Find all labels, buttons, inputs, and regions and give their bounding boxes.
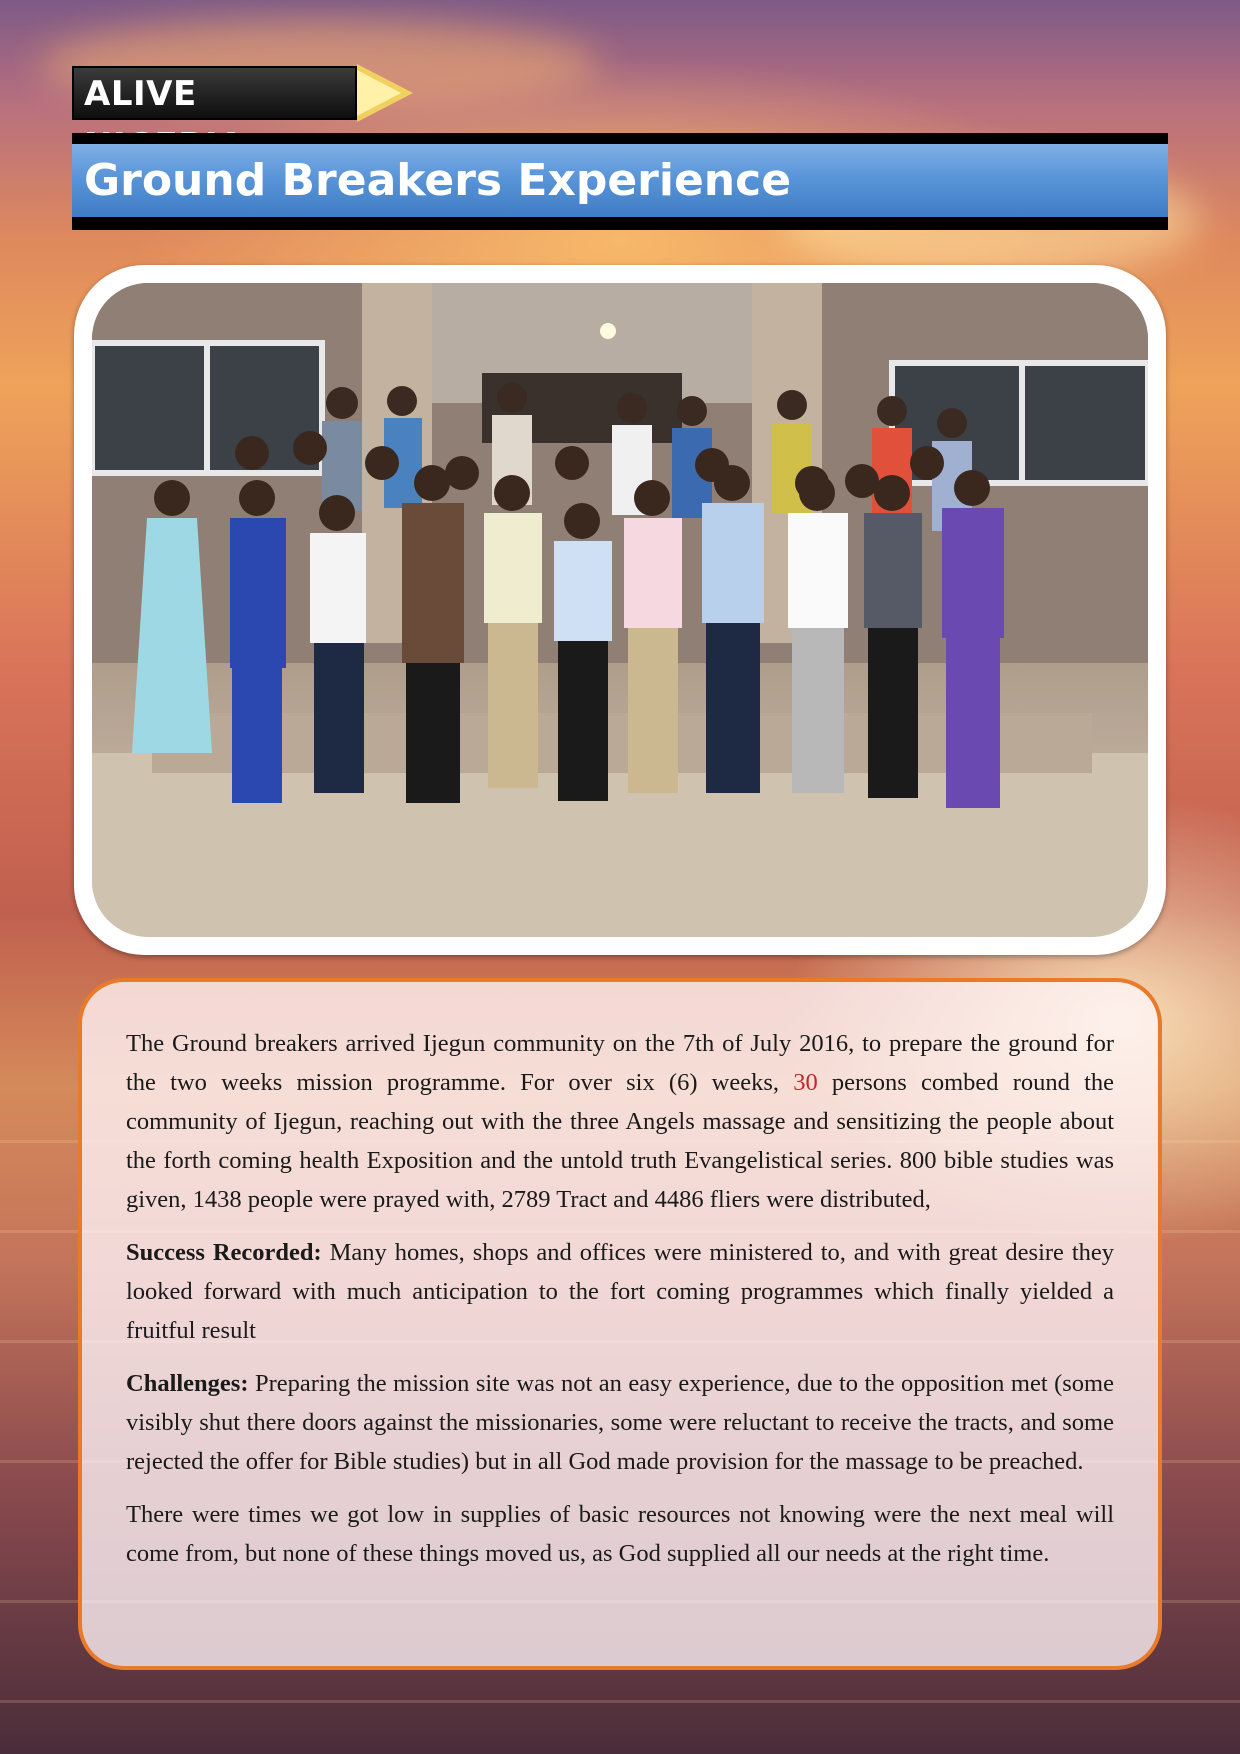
success-label: Success Recorded:: [126, 1239, 322, 1266]
challenges-label: Challenges:: [126, 1370, 249, 1397]
article-paragraph-intro: The Ground breakers arrived Ijegun community on the 7th of July 2016, to prepare the ground for the two weeks mission programme. For over six (6) weeks, 30 persons combed round the community of Ijegun, reaching out with the three Angels massage and sensitizing the people about the forth coming health Exposition and the untold truth Evangelistical series. 800 bible studies was given, 1438 people were prayed with, 2789 Tract and 4486 fliers were distributed,: [126, 1030, 1115, 1213]
sea-ripple: [0, 1700, 1240, 1703]
group-photo: [92, 283, 1148, 937]
article-card: [78, 978, 1162, 1670]
article-paragraph-challenges: Challenges: Preparing the mission site was not an easy experience, due to the opposition met (some visibly shut there doors against the missionaries, some were reluctant to receive the tracts, and some rejected the offer for Bible studies) but in all God made provision for the massage to be preached.: [126, 1370, 1114, 1475]
photo-frame: [74, 265, 1166, 955]
participant-count: 30: [793, 1069, 818, 1096]
page-title: Ground Breakers Experience: [72, 144, 1168, 217]
article-paragraph-success: Success Recorded: Many homes, shops and offices were ministered to, and with great desire they looked forward with much anticipation to the fort coming programmes which finally yielded a fruitful result: [126, 1239, 1115, 1344]
article-paragraph-closing: There were times we got low in supplies of basic resources not knowing were the next meal will come from, but none of these things moved us, as God supplied all our needs at the right time.: [126, 1501, 1114, 1567]
brand-tag: ALIVE: [72, 66, 357, 120]
arrow-icon-highlight: [357, 70, 401, 116]
group-photo-illustration: [92, 283, 1148, 937]
